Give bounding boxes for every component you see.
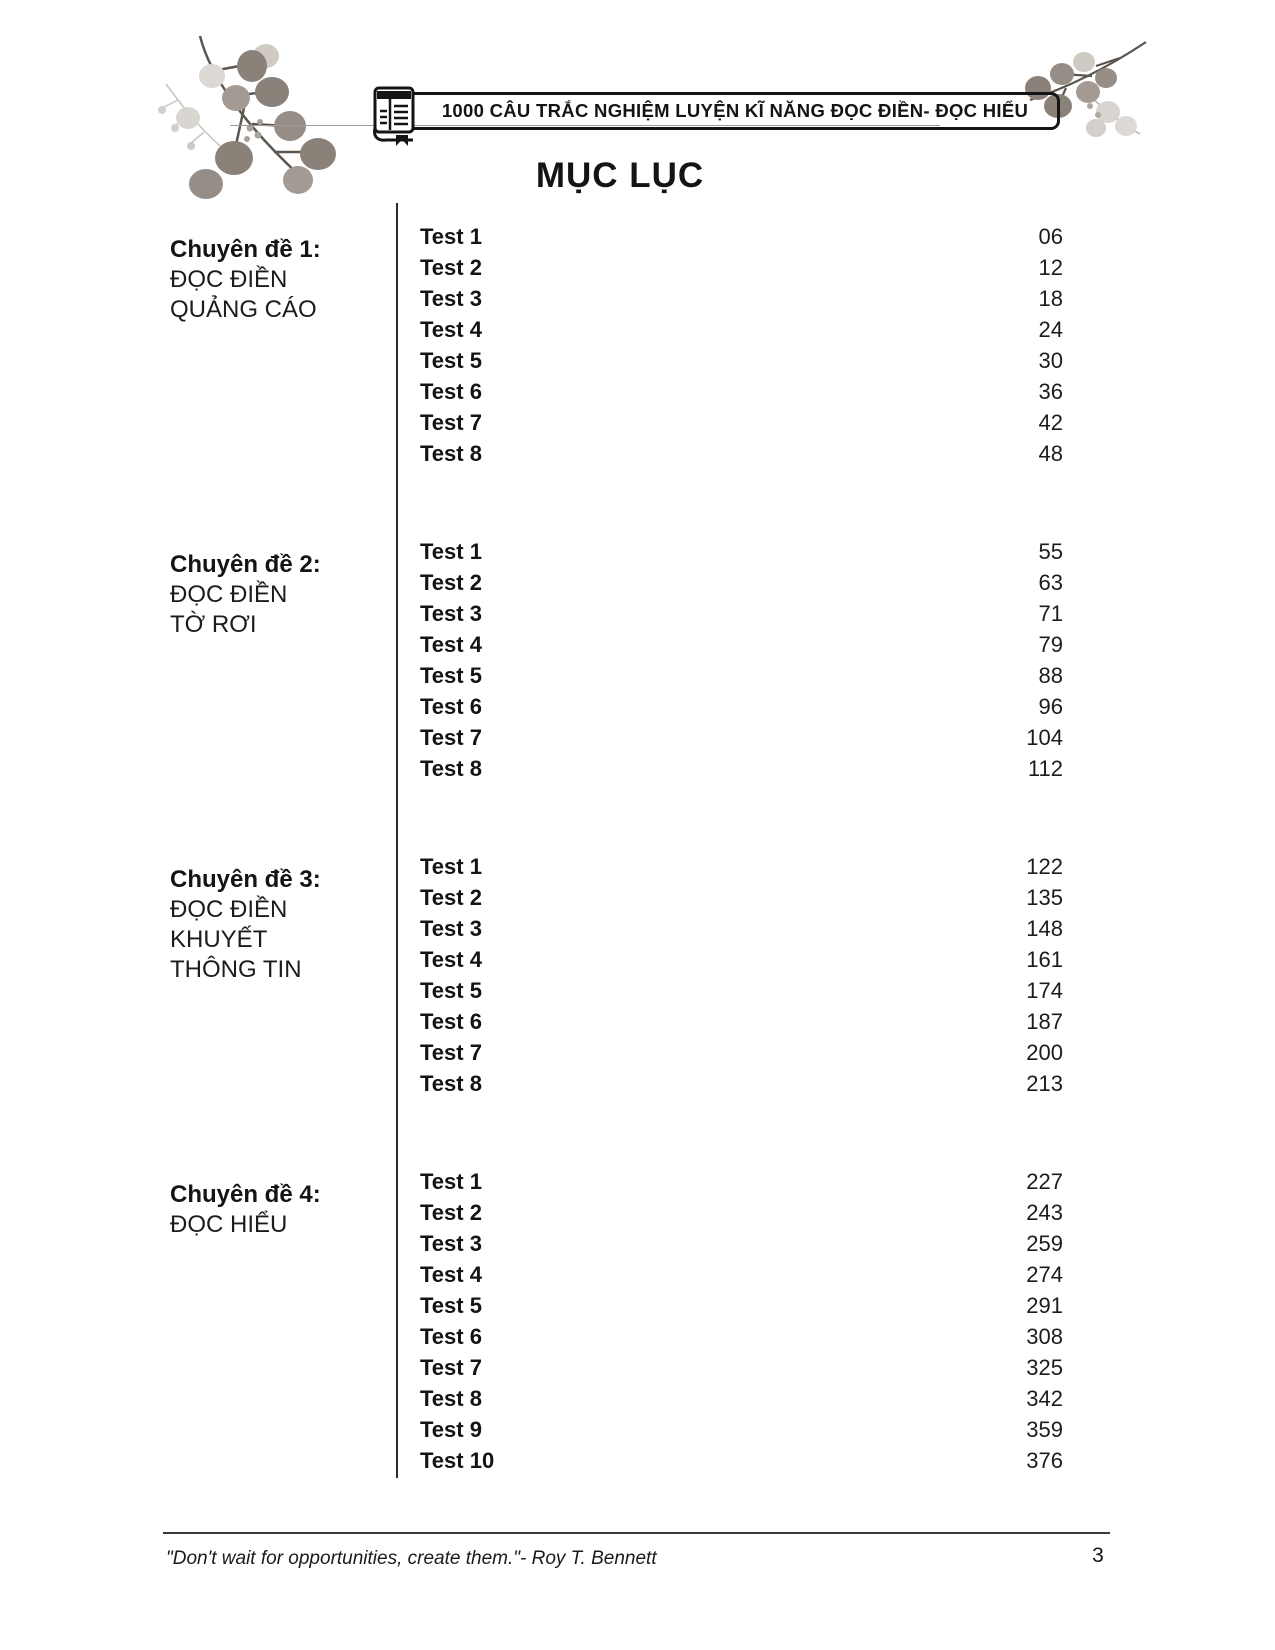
toc-entry (420, 1068, 1063, 1099)
section-label (170, 1180, 390, 1240)
test-name: Test 1 (420, 853, 482, 879)
test-page-number: 259 (1026, 1230, 1063, 1256)
test-name: Test 2 (420, 569, 482, 595)
test-page-number: 18 (1038, 285, 1063, 311)
toc-entry (420, 913, 1063, 944)
test-name: Test 3 (420, 285, 482, 311)
toc-entry (420, 944, 1063, 975)
test-name: Test 8 (420, 755, 482, 781)
test-page-number: 36 (1038, 378, 1063, 404)
test-name: Test 4 (420, 946, 482, 972)
test-name: Test 3 (420, 915, 482, 941)
toc-entry (420, 252, 1063, 283)
toc-entry (420, 1259, 1063, 1290)
page-title: MỤC LỤC (535, 156, 705, 195)
test-page-number: 325 (1026, 1354, 1063, 1380)
section-test-list (420, 851, 1063, 1099)
section-subtitle-line: TỜ RƠI (170, 611, 257, 638)
toc-entry (420, 567, 1063, 598)
test-name: Test 9 (420, 1416, 482, 1442)
test-page-number: 135 (1026, 884, 1063, 910)
test-page-number: 200 (1026, 1039, 1063, 1065)
toc-entry (420, 851, 1063, 882)
toc-entry (420, 660, 1063, 691)
test-page-number: 359 (1026, 1416, 1063, 1442)
test-page-number: 174 (1026, 977, 1063, 1003)
toc-entry (420, 1037, 1063, 1068)
test-name: Test 5 (420, 1292, 482, 1318)
toc-entry (420, 1197, 1063, 1228)
toc-entry (420, 1290, 1063, 1321)
section-test-list (420, 536, 1063, 784)
test-page-number: 63 (1038, 569, 1063, 595)
test-name: Test 7 (420, 724, 482, 750)
test-name: Test 7 (420, 1039, 482, 1065)
section-subtitle-line: ĐỌC ĐIỀN (170, 896, 288, 923)
test-page-number: 187 (1026, 1008, 1063, 1034)
section-subtitle (170, 895, 390, 985)
section-subtitle (170, 265, 390, 325)
book-title-badge (400, 92, 1060, 130)
section-subtitle-line: QUẢNG CÁO (170, 296, 317, 323)
section-subtitle-line: ĐỌC ĐIỀN (170, 266, 288, 293)
test-page-number: 96 (1038, 693, 1063, 719)
test-page-number: 274 (1026, 1261, 1063, 1287)
section-subtitle-line: THÔNG TIN (170, 956, 302, 983)
toc-divider-line (396, 203, 398, 1478)
footer-quote: "Don't wait for opportunities, create them."- Roy T. Bennett (166, 1548, 657, 1569)
test-page-number: 88 (1038, 662, 1063, 688)
test-page-number: 12 (1038, 254, 1063, 280)
section-label (170, 865, 390, 985)
test-page-number: 291 (1026, 1292, 1063, 1318)
test-name: Test 6 (420, 693, 482, 719)
toc-entry (420, 975, 1063, 1006)
test-name: Test 5 (420, 347, 482, 373)
toc-entry (420, 1445, 1063, 1476)
section-test-list (420, 221, 1063, 469)
test-name: Test 8 (420, 1070, 482, 1096)
test-page-number: 227 (1026, 1168, 1063, 1194)
test-name: Test 1 (420, 1168, 482, 1194)
test-page-number: 48 (1038, 440, 1063, 466)
test-name: Test 7 (420, 1354, 482, 1380)
toc-entry (420, 376, 1063, 407)
toc-entry (420, 221, 1063, 252)
toc-entry (420, 598, 1063, 629)
section-label (170, 235, 390, 325)
seed-cluster (244, 119, 263, 142)
test-name: Test 2 (420, 884, 482, 910)
section-subtitle (170, 1210, 390, 1240)
test-page-number: 308 (1026, 1323, 1063, 1349)
section-heading: Chuyên đề 1: (170, 236, 321, 263)
toc-entry (420, 283, 1063, 314)
test-page-number: 06 (1038, 223, 1063, 249)
test-page-number: 79 (1038, 631, 1063, 657)
toc-entry (420, 407, 1063, 438)
test-page-number: 104 (1026, 724, 1063, 750)
toc-entry (420, 1006, 1063, 1037)
test-name: Test 1 (420, 223, 482, 249)
toc-entry (420, 1352, 1063, 1383)
page-number: 3 (1092, 1544, 1104, 1567)
test-name: Test 2 (420, 254, 482, 280)
test-name: Test 5 (420, 977, 482, 1003)
toc-entry (420, 1414, 1063, 1445)
test-page-number: 148 (1026, 915, 1063, 941)
toc-entry (420, 1228, 1063, 1259)
test-name: Test 4 (420, 1261, 482, 1287)
section-heading: Chuyên đề 2: (170, 551, 321, 578)
toc-entry (420, 1383, 1063, 1414)
test-page-number: 376 (1026, 1447, 1063, 1473)
toc-entry (420, 345, 1063, 376)
test-name: Test 8 (420, 440, 482, 466)
test-name: Test 4 (420, 316, 482, 342)
test-name: Test 1 (420, 538, 482, 564)
test-name: Test 6 (420, 1323, 482, 1349)
test-page-number: 71 (1038, 600, 1063, 626)
toc-entry (420, 691, 1063, 722)
toc-entry (420, 629, 1063, 660)
test-page-number: 112 (1027, 755, 1063, 781)
test-page-number: 55 (1038, 538, 1063, 564)
test-name: Test 5 (420, 662, 482, 688)
test-name: Test 10 (420, 1447, 495, 1473)
test-name: Test 3 (420, 600, 482, 626)
test-name: Test 8 (420, 1385, 482, 1411)
test-page-number: 342 (1026, 1385, 1063, 1411)
test-name: Test 3 (420, 1230, 482, 1256)
test-page-number: 24 (1038, 316, 1063, 342)
section-test-list (420, 1166, 1063, 1476)
open-book-icon (370, 84, 418, 146)
section-label (170, 550, 390, 640)
test-name: Test 4 (420, 631, 482, 657)
section-subtitle-line: ĐỌC HIỂU (170, 1211, 288, 1238)
test-page-number: 30 (1038, 347, 1063, 373)
section-subtitle-line: KHUYẾT (170, 926, 268, 953)
test-page-number: 161 (1026, 946, 1063, 972)
test-name: Test 7 (420, 409, 482, 435)
toc-entry (420, 1321, 1063, 1352)
section-heading: Chuyên đề 4: (170, 1181, 321, 1208)
test-name: Test 6 (420, 1008, 482, 1034)
test-page-number: 122 (1026, 853, 1063, 879)
test-name: Test 6 (420, 378, 482, 404)
toc-entry (420, 753, 1063, 784)
test-page-number: 42 (1038, 409, 1063, 435)
section-subtitle-line: ĐỌC ĐIỀN (170, 581, 288, 608)
test-name: Test 2 (420, 1199, 482, 1225)
toc-entry (420, 438, 1063, 469)
section-heading: Chuyên đề 3: (170, 866, 321, 893)
toc-entry (420, 882, 1063, 913)
toc-entry (420, 536, 1063, 567)
toc-entry (420, 722, 1063, 753)
toc-entry (420, 314, 1063, 345)
footer-rule-line (163, 1532, 1110, 1534)
toc-entry (420, 1166, 1063, 1197)
test-page-number: 243 (1026, 1199, 1063, 1225)
book-title: 1000 CÂU TRẮC NGHIỆM LUYỆN KĨ NĂNG ĐỌC ĐIỀN- ĐỌC HIỂU (441, 100, 1029, 121)
test-page-number: 213 (1026, 1070, 1063, 1096)
section-subtitle (170, 580, 390, 640)
